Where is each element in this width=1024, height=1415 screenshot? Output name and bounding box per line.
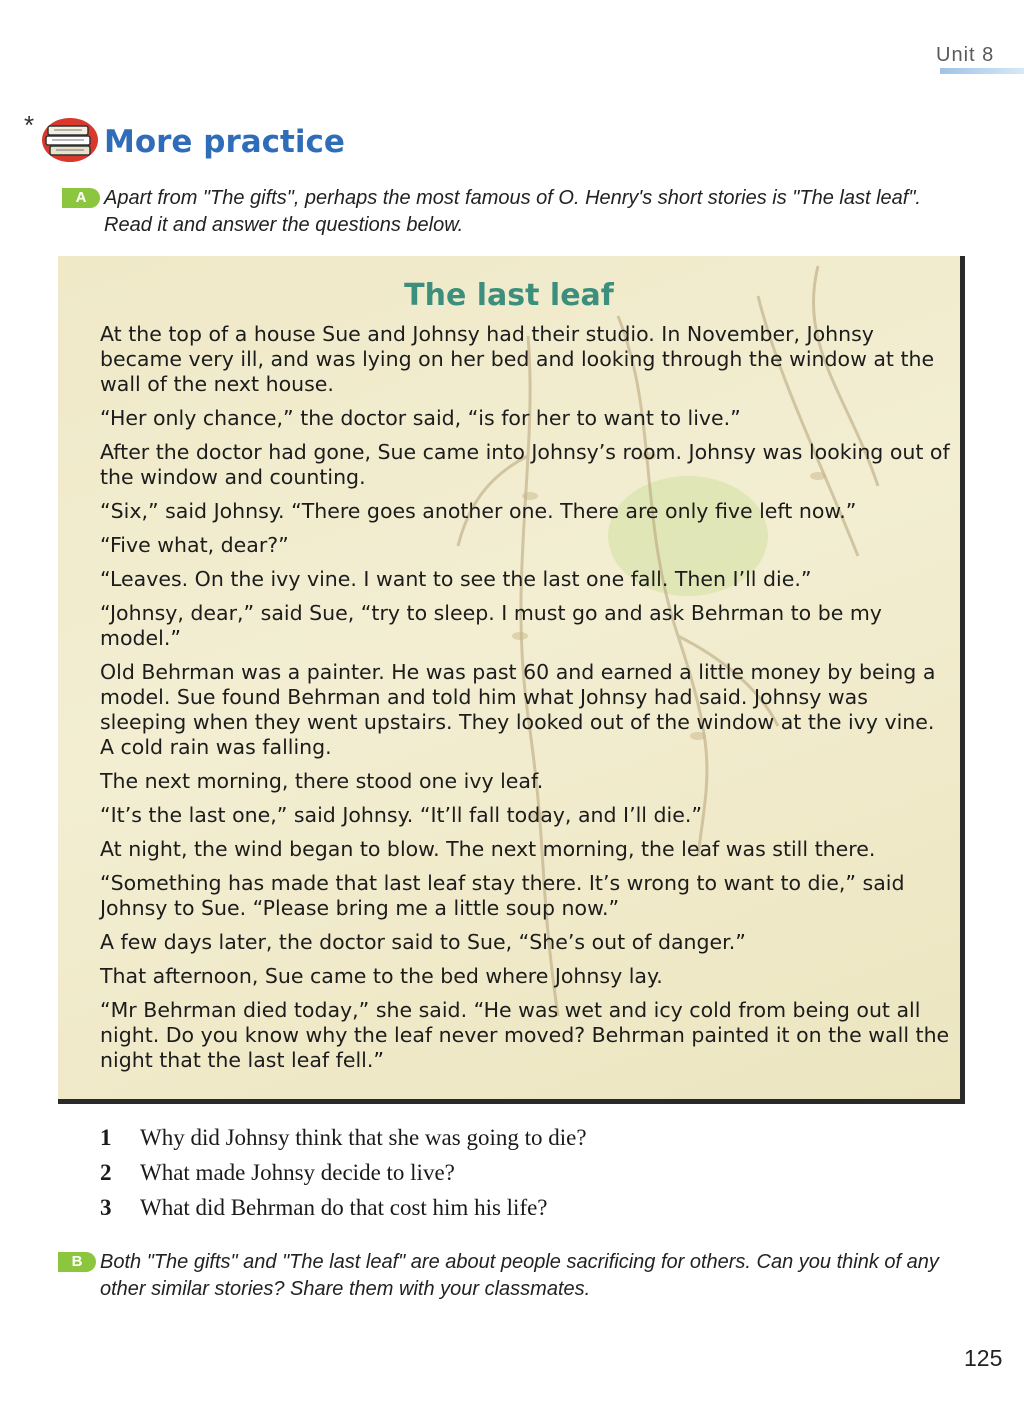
section-title: More practice [104, 124, 345, 160]
story-paragraph: “Her only chance,” the doctor said, “is for her to want to live.” [100, 406, 741, 430]
books-icon [40, 116, 100, 164]
question-list [100, 1123, 960, 1228]
story-paragraph: After the doctor had gone, Sue came into Johnsy’s room. Johnsy was looking out of the window and counting. [100, 440, 950, 489]
story-paragraph: “It’s the last one,” said Johnsy. “It’ll fall today, and I’ll die.” [100, 803, 702, 827]
page-number: 125 [964, 1345, 1003, 1371]
story-paragraph: “Johnsy, dear,” said Sue, “try to sleep. I must go and ask Behrman to be my model.” [100, 601, 882, 650]
story-paragraph: At the top of a house Sue and Johnsy had their studio. In November, Johnsy became very ill, and was lying on her bed and looking through the window at the wall of the next house. [100, 322, 935, 396]
story-paragraph: The next morning, there stood one ivy leaf. [100, 769, 544, 793]
question-text: What did Behrman do that cost him his life? [140, 1195, 548, 1220]
story-title: The last leaf [404, 278, 614, 313]
task-b-instruction [71, 1249, 960, 1303]
story-text [100, 322, 950, 1082]
task-a-text: Apart from "The gifts", perhaps the most famous of O. Henry's short stories is "The last leaf". Read it and answer the questions below. [104, 187, 921, 236]
unit-header-bar [940, 68, 1024, 74]
question-number: 3 [100, 1195, 112, 1220]
task-a-instruction [75, 185, 964, 239]
story-paragraph: “Something has made that last leaf stay there. It’s wrong to want to die,” said Johnsy to Sue. “Please bring me a little soup now.” [100, 871, 905, 920]
question-number: 1 [100, 1125, 112, 1150]
story-paragraph: At night, the wind began to blow. The next morning, the leaf was still there. [100, 837, 876, 861]
story-box [58, 256, 965, 1104]
story-paragraph: “Leaves. On the ivy vine. I want to see the last one fall. Then I’ll die.” [100, 567, 812, 591]
task-b-text: Both "The gifts" and "The last leaf" are about people sacrificing for others. Can you think of any other similar stories? Share them with your classmates. [100, 1251, 939, 1300]
question-number: 2 [100, 1160, 112, 1185]
optional-marker: * [24, 110, 35, 140]
unit-label: Unit 8 [936, 44, 995, 66]
question-item [100, 1158, 960, 1193]
story-paragraph: Old Behrman was a painter. He was past 60 and earned a little money by being a model. Sue found Behrman and told him what Johnsy had said. Johnsy was sleeping when they went upstairs. They looked out of the window at the ivy vine. A cold rain was falling. [100, 660, 936, 759]
question-text: What made Johnsy decide to live? [140, 1160, 455, 1185]
question-item [100, 1123, 960, 1158]
question-text: Why did Johnsy think that she was going to die? [140, 1125, 587, 1150]
story-paragraph: “Six,” said Johnsy. “There goes another one. There are only five left now.” [100, 499, 857, 523]
story-paragraph: “Five what, dear?” [100, 533, 289, 557]
story-paragraph: That afternoon, Sue came to the bed where Johnsy lay. [100, 964, 663, 988]
question-item [100, 1193, 960, 1228]
task-b-badge: B [58, 1252, 96, 1272]
story-paragraph: “Mr Behrman died today,” she said. “He was wet and icy cold from being out all night. Do you know why the leaf never moved? Behrman painted it on the wall the night that the last leaf fell.” [100, 998, 950, 1072]
story-paragraph: A few days later, the doctor said to Sue, “She’s out of danger.” [100, 930, 746, 954]
task-a-badge: A [62, 188, 100, 208]
